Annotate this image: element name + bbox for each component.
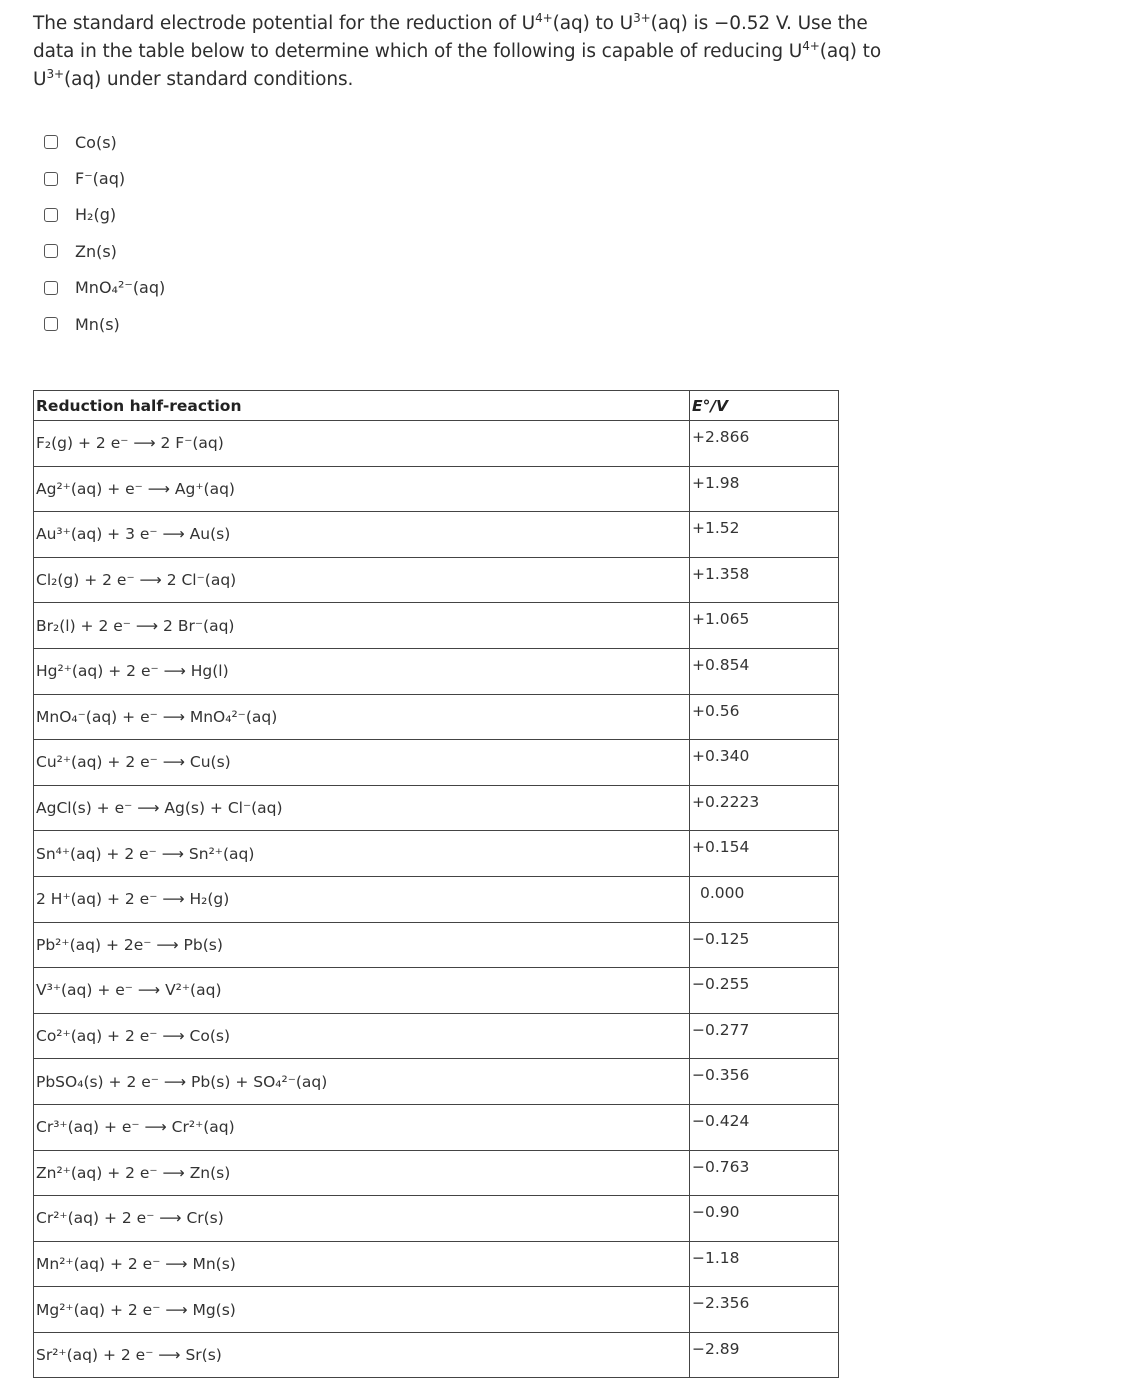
table-row [34,968,839,1014]
reaction-cell: V³⁺(aq) + e⁻ ⟶ V²⁺(aq) [34,968,690,1014]
reaction-cell: Mn²⁺(aq) + 2 e⁻ ⟶ Mn(s) [34,1241,690,1287]
question-fragment: U [33,69,47,90]
potential-cell: +0.340 [690,740,839,786]
question-line [33,10,868,38]
table-row [34,603,839,649]
checkbox[interactable] [44,172,58,186]
table-row [34,1150,839,1196]
checkbox[interactable] [44,281,58,295]
table-row [34,694,839,740]
question-text [33,10,882,94]
reaction-cell: Pb²⁺(aq) + 2e⁻ ⟶ Pb(s) [34,922,690,968]
header-reaction: Reduction half-reaction [34,391,690,421]
checkbox[interactable] [44,317,58,331]
option-label: Co(s) [75,132,117,152]
potential-cell: −2.89 [690,1332,839,1378]
potential-cell: −2.356 [690,1287,839,1333]
option-co[interactable] [44,124,165,160]
reaction-cell: Mg²⁺(aq) + 2 e⁻ ⟶ Mg(s) [34,1287,690,1333]
table-row [34,1059,839,1105]
reaction-cell: F₂(g) + 2 e⁻ ⟶ 2 F⁻(aq) [34,421,690,467]
table-row [34,648,839,694]
potential-cell: −0.90 [690,1196,839,1242]
option-label: F⁻(aq) [75,169,126,189]
checkbox[interactable] [44,135,58,149]
option-h2[interactable] [44,197,165,233]
table-row [34,922,839,968]
question-line [33,66,853,94]
charge-superscript: 4+ [535,10,553,25]
potential-cell: +0.2223 [690,785,839,831]
checkbox[interactable] [44,244,58,258]
potential-cell: +1.52 [690,512,839,558]
option-label: Mn(s) [75,314,120,334]
potential-cell: −0.424 [690,1104,839,1150]
reaction-cell: Cr³⁺(aq) + e⁻ ⟶ Cr²⁺(aq) [34,1104,690,1150]
reaction-cell: Sr²⁺(aq) + 2 e⁻ ⟶ Sr(s) [34,1332,690,1378]
table-row [34,466,839,512]
potential-cell: 0.000 [690,876,839,922]
reaction-cell: Au³⁺(aq) + 3 e⁻ ⟶ Au(s) [34,512,690,558]
question-line [33,38,882,66]
table-row [34,785,839,831]
header-potential: E°/V [690,391,839,421]
reaction-cell: Cu²⁺(aq) + 2 e⁻ ⟶ Cu(s) [34,740,690,786]
reaction-cell: Sn⁴⁺(aq) + 2 e⁻ ⟶ Sn²⁺(aq) [34,831,690,877]
option-zn[interactable] [44,233,165,269]
potential-cell: −0.356 [690,1059,839,1105]
table-row [34,876,839,922]
checkbox[interactable] [44,208,58,222]
table-header-row [34,391,839,421]
reaction-cell: Cl₂(g) + 2 e⁻ ⟶ 2 Cl⁻(aq) [34,557,690,603]
question-fragment: (aq) is −0.52 V. Use the [650,13,868,34]
table-row [34,1241,839,1287]
table-row [34,1196,839,1242]
option-label: H₂(g) [75,205,117,225]
option-f-minus[interactable] [44,160,165,196]
option-label: Zn(s) [75,241,117,261]
question-fragment: (aq) to U [552,13,634,34]
reaction-cell: Ag²⁺(aq) + e⁻ ⟶ Ag⁺(aq) [34,466,690,512]
question-fragment: (aq) to [819,41,882,62]
table-row [34,557,839,603]
question-fragment: The standard electrode potential for the reduction of U [33,13,536,34]
potential-cell: +0.854 [690,648,839,694]
potential-cell: +2.866 [690,421,839,467]
potential-cell: +1.065 [690,603,839,649]
reaction-cell: PbSO₄(s) + 2 e⁻ ⟶ Pb(s) + SO₄²⁻(aq) [34,1059,690,1105]
option-label: MnO₄²⁻(aq) [75,278,166,298]
table-row [34,512,839,558]
reaction-cell: AgCl(s) + e⁻ ⟶ Ag(s) + Cl⁻(aq) [34,785,690,831]
reaction-cell: Co²⁺(aq) + 2 e⁻ ⟶ Co(s) [34,1013,690,1059]
potential-cell: +0.154 [690,831,839,877]
potential-cell: +1.98 [690,466,839,512]
potential-cell: −0.763 [690,1150,839,1196]
table-row [34,1287,839,1333]
table-row [34,1332,839,1378]
option-mn[interactable] [44,306,165,342]
potential-cell: −0.255 [690,968,839,1014]
reaction-cell: Zn²⁺(aq) + 2 e⁻ ⟶ Zn(s) [34,1150,690,1196]
table-row [34,1104,839,1150]
table-row [34,740,839,786]
reaction-cell: Br₂(l) + 2 e⁻ ⟶ 2 Br⁻(aq) [34,603,690,649]
reaction-cell: Cr²⁺(aq) + 2 e⁻ ⟶ Cr(s) [34,1196,690,1242]
table-row [34,421,839,467]
charge-superscript: 3+ [633,10,651,25]
question-fragment: data in the table below to determine which of the following is capable of reducing U [33,41,803,62]
question-fragment: (aq) under standard conditions. [63,69,354,90]
reaction-cell: Hg²⁺(aq) + 2 e⁻ ⟶ Hg(l) [34,648,690,694]
potential-cell: −0.125 [690,922,839,968]
table-row [34,1013,839,1059]
potential-cell: +0.56 [690,694,839,740]
table-row [34,831,839,877]
reaction-cell: 2 H⁺(aq) + 2 e⁻ ⟶ H₂(g) [34,876,690,922]
charge-superscript: 4+ [802,38,820,53]
answer-options [44,124,165,342]
option-mno4[interactable] [44,270,165,306]
charge-superscript: 3+ [46,66,64,81]
potential-cell: −1.18 [690,1241,839,1287]
reduction-potential-table [33,390,839,1378]
reaction-cell: MnO₄⁻(aq) + e⁻ ⟶ MnO₄²⁻(aq) [34,694,690,740]
potential-cell: +1.358 [690,557,839,603]
potential-cell: −0.277 [690,1013,839,1059]
